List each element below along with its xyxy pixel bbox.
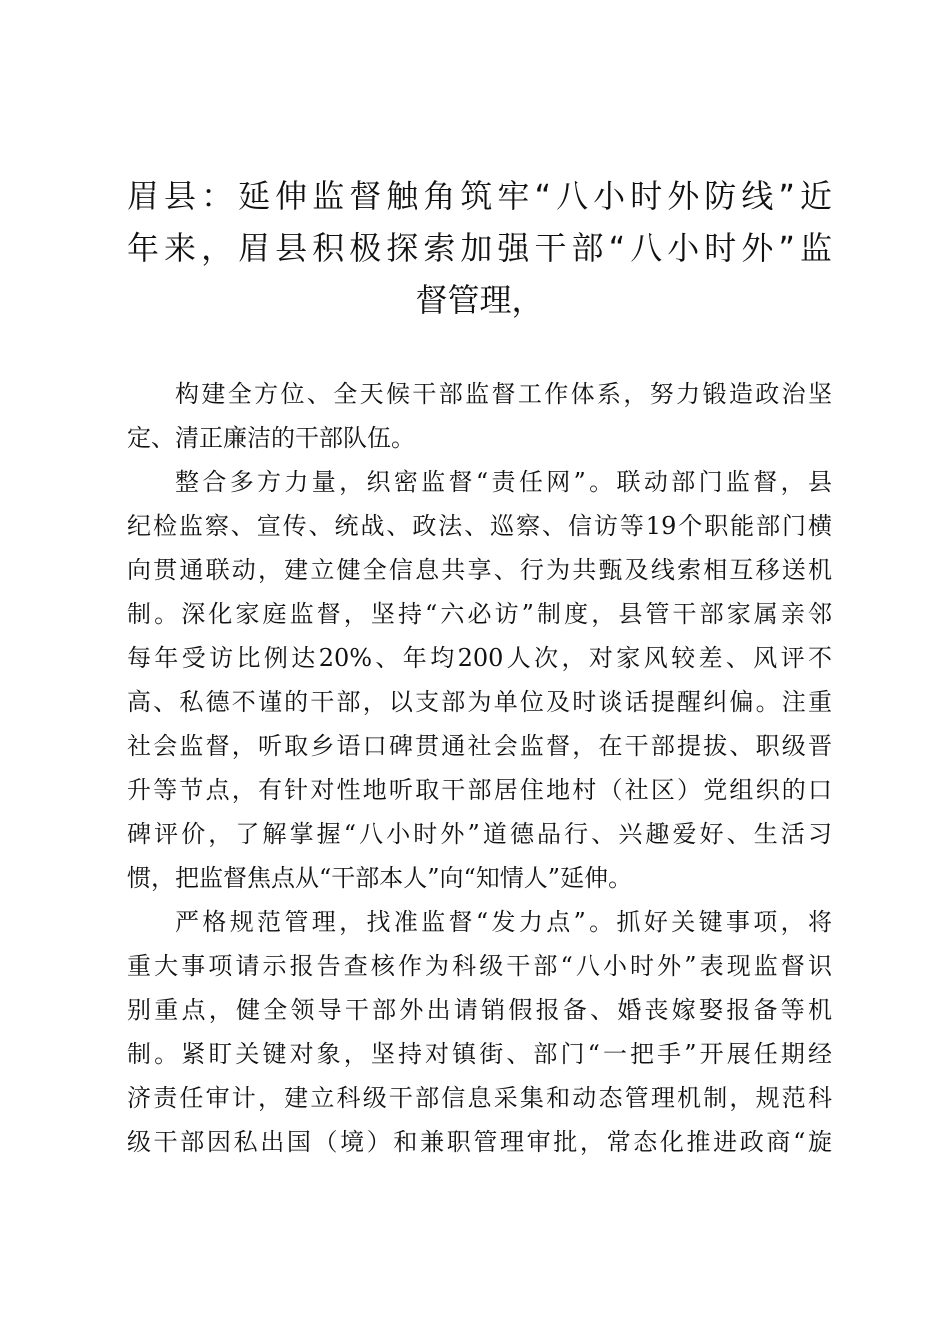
- text-line: 构建全方位、全天候干部监督工作体系，努力锻造政治坚: [175, 380, 832, 408]
- title-line: 督管理，: [415, 281, 544, 319]
- text-line: 济责任审计，建立科级干部信息采集和动态管理机制，规范科: [127, 1084, 832, 1112]
- text-line: 别重点，健全领导干部外出请销假报备、婚丧嫁娶报备等机: [127, 996, 832, 1024]
- paragraph-2: [127, 460, 832, 900]
- title-line: 眉县：延伸监督触角筑牢“八小时外防线”近: [127, 177, 832, 215]
- text-line: 制。深化家庭监督，坚持“六必访”制度，县管干部家属亲邻: [127, 600, 832, 628]
- text-line: 升等节点，有针对性地听取干部居住地村（社区）党组织的口: [127, 776, 832, 804]
- text-line: 向贯通联动，建立健全信息共享、行为共甄及线索相互移送机: [127, 556, 832, 584]
- paragraph-1: [127, 372, 832, 460]
- text-line: 重大事项请示报告查核作为科级干部“八小时外”表现监督识: [127, 952, 832, 980]
- text-line: 严格规范管理，找准监督“发力点”。抓好关键事项，将: [175, 908, 832, 936]
- document-body: [127, 372, 832, 1164]
- text-line: 制。紧盯关键对象，坚持对镇街、部门“一把手”开展任期经: [127, 1040, 832, 1068]
- text-line: 社会监督，听取乡语口碑贯通社会监督，在干部提拔、职级晋: [127, 732, 832, 760]
- text-line: 碑评价，了解掌握“八小时外”道德品行、兴趣爱好、生活习: [127, 820, 832, 848]
- text-line: 定、清正廉洁的干部队伍。: [127, 424, 415, 452]
- text-line: 整合多方力量，织密监督“责任网”。联动部门监督，县: [175, 468, 832, 496]
- text-line: 纪检监察、宣传、统战、政法、巡察、信访等19个职能部门横: [127, 512, 832, 540]
- text-line: 每年受访比例达20%、年均200人次，对家风较差、风评不: [127, 644, 832, 672]
- text-line: 高、私德不谨的干部，以支部为单位及时谈话提醒纠偏。注重: [127, 688, 832, 716]
- text-line: 惯，把监督焦点从“干部本人”向“知情人”延伸。: [127, 864, 633, 892]
- text-line: 级干部因私出国（境）和兼职管理审批，常态化推进政商“旋: [127, 1128, 832, 1156]
- paragraph-3: [127, 900, 832, 1164]
- title-line: 年来，眉县积极探索加强干部“八小时外”监: [127, 229, 832, 267]
- document-title: [127, 170, 832, 326]
